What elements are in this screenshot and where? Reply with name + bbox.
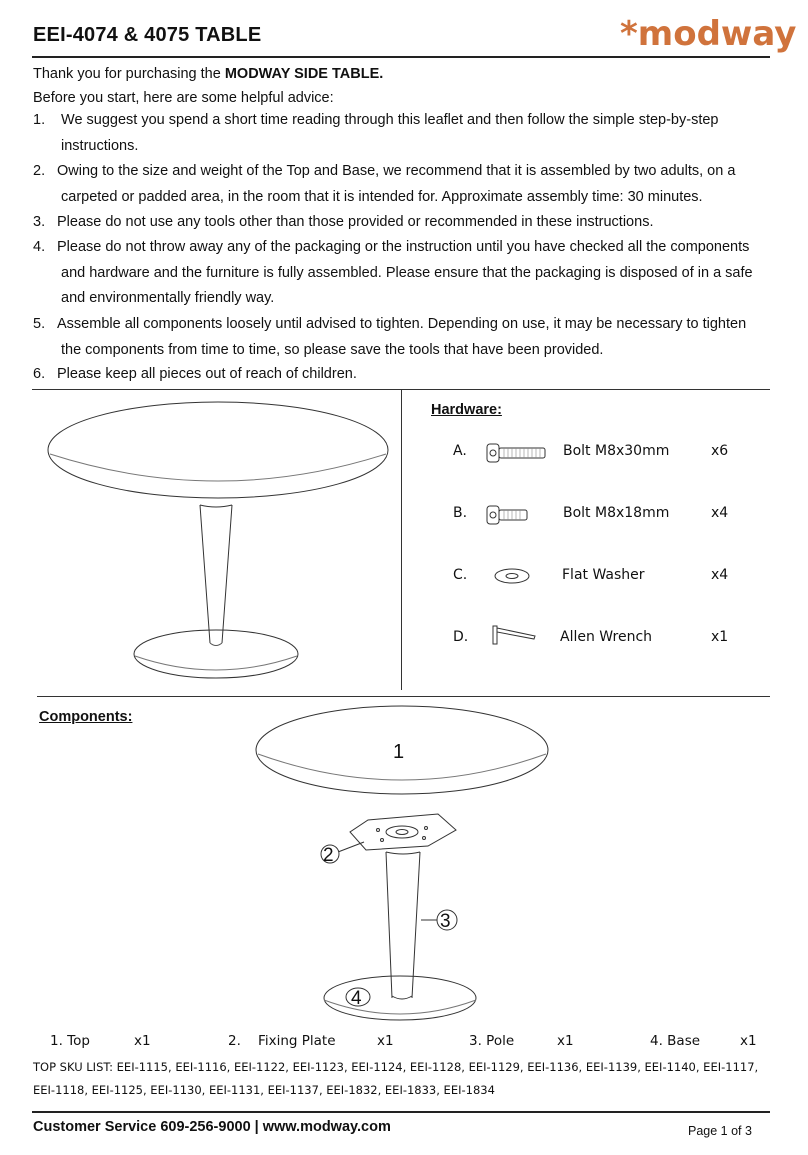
intro-product-name: MODWAY SIDE TABLE. bbox=[224, 66, 384, 82]
footer-divider bbox=[32, 1111, 770, 1113]
hardware-name: Bolt M8x30mm bbox=[563, 443, 670, 459]
instruction-item bbox=[33, 235, 753, 312]
legend-label: 4. Base bbox=[650, 1033, 701, 1049]
vertical-divider bbox=[401, 389, 402, 690]
callout-4 bbox=[346, 988, 370, 1009]
svg-text:2: 2 bbox=[323, 845, 334, 866]
hardware-letter: D. bbox=[453, 629, 469, 645]
item-number: 6. bbox=[33, 366, 46, 382]
modway-logo bbox=[620, 14, 797, 54]
hardware-qty: x4 bbox=[711, 505, 729, 521]
item-text: carpeted or padded area, in the room that it is intended for. Approximate assembly time: 30 minutes. bbox=[61, 188, 703, 205]
legend-qty: x1 bbox=[740, 1033, 757, 1049]
item-number: 2. bbox=[33, 163, 46, 179]
instruction-item bbox=[33, 210, 653, 236]
item-text: the components from time to time, so please save the tools that have been provided. bbox=[61, 341, 604, 358]
item-number: 1. bbox=[33, 112, 46, 128]
callout-3 bbox=[437, 910, 457, 932]
intro-thanks-prefix: Thank you for purchasing the bbox=[33, 66, 225, 82]
item-text: instructions. bbox=[61, 137, 139, 154]
item-text: We suggest you spend a short time reading through this leaflet and then follow the simple step-by-step bbox=[61, 112, 719, 128]
intro-advice: Before you start, here are some helpful advice: bbox=[33, 90, 334, 106]
callout-2 bbox=[321, 845, 339, 866]
hardware-qty: x4 bbox=[711, 567, 729, 583]
header-divider bbox=[32, 56, 770, 58]
sku-list-line: TOP SKU LIST: EEI-1115, EEI-1116, EEI-1122, EEI-1123, EEI-1124, EEI-1128, EEI-1129, EEI-1136, EEI-1139, EEI-1140, EEI-1117, bbox=[33, 1060, 759, 1074]
short-bolt-icon bbox=[486, 504, 530, 526]
hardware-name: Flat Washer bbox=[562, 567, 645, 583]
hardware-heading: Hardware: bbox=[431, 402, 502, 418]
components-exploded-diagram bbox=[250, 702, 560, 1032]
instruction-item bbox=[33, 312, 746, 363]
hardware-name: Bolt M8x18mm bbox=[563, 505, 670, 521]
legend-label: 1. Top bbox=[50, 1033, 90, 1049]
document-title: EEI-4074 & 4075 TABLE bbox=[33, 24, 262, 46]
item-text: Please do not throw away any of the packaging or the instruction until you have checked all the components bbox=[57, 239, 750, 255]
long-bolt-icon bbox=[486, 442, 548, 464]
fixing-plate-part bbox=[350, 814, 456, 850]
item-number: 5. bbox=[33, 316, 46, 332]
hardware-letter: B. bbox=[453, 505, 468, 521]
svg-text:4: 4 bbox=[351, 988, 362, 1009]
item-number: 3. bbox=[33, 214, 46, 230]
item-text: and hardware and the furniture is fully assembled. Please ensure that the packaging is disposed of in a safe bbox=[61, 264, 753, 281]
allen-wrench-icon bbox=[490, 622, 538, 648]
legend-label: 3. Pole bbox=[469, 1033, 515, 1049]
legend-label: 2. Fixing Plate bbox=[228, 1033, 336, 1049]
item-text: Assemble all components loosely until advised to tighten. Depending on use, it may be necessary to tighten bbox=[57, 316, 747, 332]
instruction-item bbox=[33, 362, 357, 388]
svg-text:1: 1 bbox=[393, 741, 405, 763]
legend-qty: x1 bbox=[134, 1033, 151, 1049]
item-text: and environmentally friendly way. bbox=[61, 290, 275, 306]
components-heading: Components: bbox=[39, 709, 133, 725]
modway-logo-text: *modway bbox=[620, 14, 797, 54]
sku-list-line: EEI-1118, EEI-1125, EEI-1130, EEI-1131, EEI-1137, EEI-1832, EEI-1833, EEI-1834 bbox=[33, 1083, 495, 1097]
hardware-qty: x6 bbox=[711, 443, 729, 459]
instruction-item bbox=[33, 108, 718, 159]
item-text: Owing to the size and weight of the Top and Base, we recommend that it is assembled by two adults, on a bbox=[57, 163, 736, 179]
item-text: Please do not use any tools other than those provided or recommended in these instructions. bbox=[57, 214, 654, 230]
assembled-table-illustration bbox=[40, 398, 396, 690]
item-text: Please keep all pieces out of reach of children. bbox=[57, 366, 357, 382]
customer-service-info: Customer Service 609-256-9000 | www.modway.com bbox=[33, 1119, 391, 1135]
washer-icon bbox=[492, 566, 532, 586]
hardware-letter: A. bbox=[453, 443, 467, 459]
callout-1 bbox=[393, 741, 404, 763]
instruction-item bbox=[33, 159, 735, 210]
item-number: 4. bbox=[33, 239, 46, 255]
hardware-name: Allen Wrench bbox=[560, 629, 653, 645]
page-number: Page 1 of 3 bbox=[688, 1124, 752, 1138]
hardware-qty: x1 bbox=[711, 629, 729, 645]
section-divider bbox=[37, 696, 770, 697]
legend-qty: x1 bbox=[557, 1033, 574, 1049]
hardware-letter: C. bbox=[453, 567, 468, 583]
legend-qty: x1 bbox=[377, 1033, 394, 1049]
intro-thanks bbox=[33, 66, 383, 82]
svg-text:3: 3 bbox=[440, 911, 451, 932]
